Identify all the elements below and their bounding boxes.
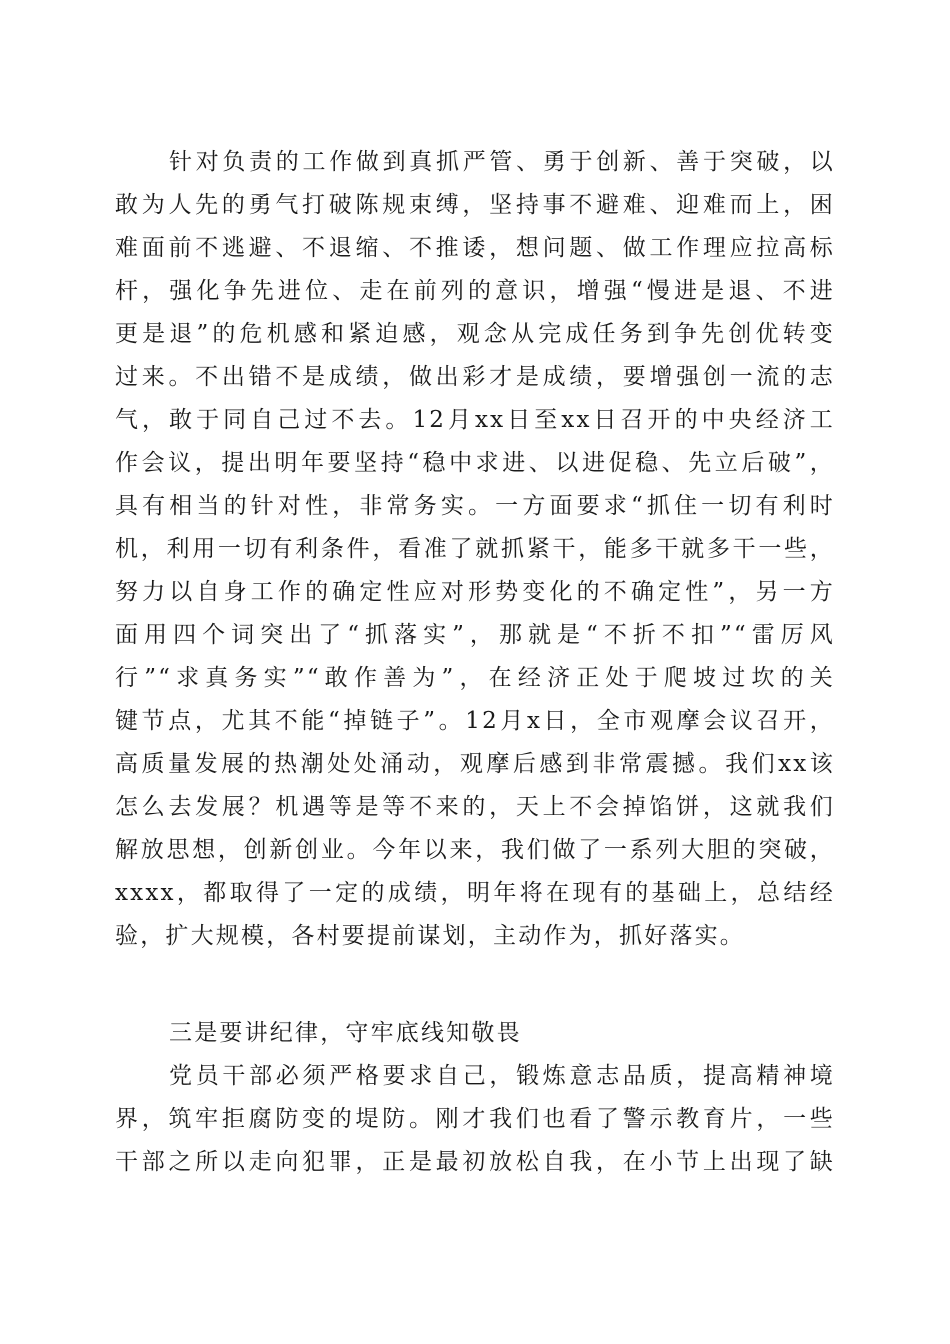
paragraph-2-line: 干部之所以走向犯罪，正是最初放松自我，在小节上出现了缺 [115, 1149, 835, 1175]
paragraph-1-line: 行”“求真务实”“敢作善为”，在经济正处于爬坡过坎的关 [115, 665, 835, 691]
paragraph-1-line: 努力以自身工作的确定性应对形势变化的不确定性”，另一方 [115, 579, 835, 605]
paragraph-1-line: 杆，强化争先进位、走在前列的意识，增强“慢进是退、不进 [115, 278, 835, 304]
section-heading: 三是要讲纪律，守牢底线知敬畏 [169, 1020, 522, 1046]
paragraph-1-line: 机，利用一切有利条件，看准了就抓紧干，能多干就多干一些， [115, 536, 835, 562]
paragraph-1-line: 面用四个词突出了“抓落实”，那就是“不折不扣”“雷厉风 [115, 622, 835, 648]
paragraph-1-line: 更是退”的危机感和紧迫感，观念从完成任务到争先创优转变 [115, 321, 835, 347]
paragraph-1-line: 气，敢于同自己过不去。12月xx日至xx日召开的中央经济工 [115, 407, 835, 433]
paragraph-1-line: 验，扩大规模，各村要提前谋划，主动作为，抓好落实。 [115, 923, 745, 949]
paragraph-1 [115, 141, 835, 958]
paragraph-2 [115, 1055, 835, 1184]
paragraph-1-line: 怎么去发展？机遇等是等不来的，天上不会掉馅饼，这就我们 [115, 794, 835, 820]
paragraph-1-line: 键节点，尤其不能“掉链子”。12月x日，全市观摩会议召开， [115, 708, 835, 734]
paragraph-1-line: 难面前不逃避、不退缩、不推诿，想问题、做工作理应拉高标 [115, 235, 835, 261]
paragraph-2-line: 党员干部必须严格要求自己，锻炼意志品质，提高精神境 [169, 1063, 835, 1089]
paragraph-1-line: 敢为人先的勇气打破陈规束缚，坚持事不避难、迎难而上，困 [115, 192, 835, 218]
paragraph-1-line: 具有相当的针对性，非常务实。一方面要求“抓住一切有利时 [115, 493, 835, 519]
paragraph-1-line: 高质量发展的热潮处处涌动，观摩后感到非常震撼。我们xx该 [115, 751, 835, 777]
paragraph-1-line: 解放思想，创新创业。今年以来，我们做了一系列大胆的突破， [115, 837, 835, 863]
paragraph-1-line: xxxx，都取得了一定的成绩，明年将在现有的基础上，总结经 [115, 880, 835, 906]
paragraph-1-line: 过来。不出错不是成绩，做出彩才是成绩，要增强创一流的志 [115, 364, 835, 390]
paragraph-1-line: 针对负责的工作做到真抓严管、勇于创新、善于突破，以 [169, 149, 835, 175]
paragraph-2-line: 界，筑牢拒腐防变的堤防。刚才我们也看了警示教育片，一些 [115, 1106, 835, 1132]
paragraph-1-line: 作会议，提出明年要坚持“稳中求进、以进促稳、先立后破”， [115, 450, 835, 476]
